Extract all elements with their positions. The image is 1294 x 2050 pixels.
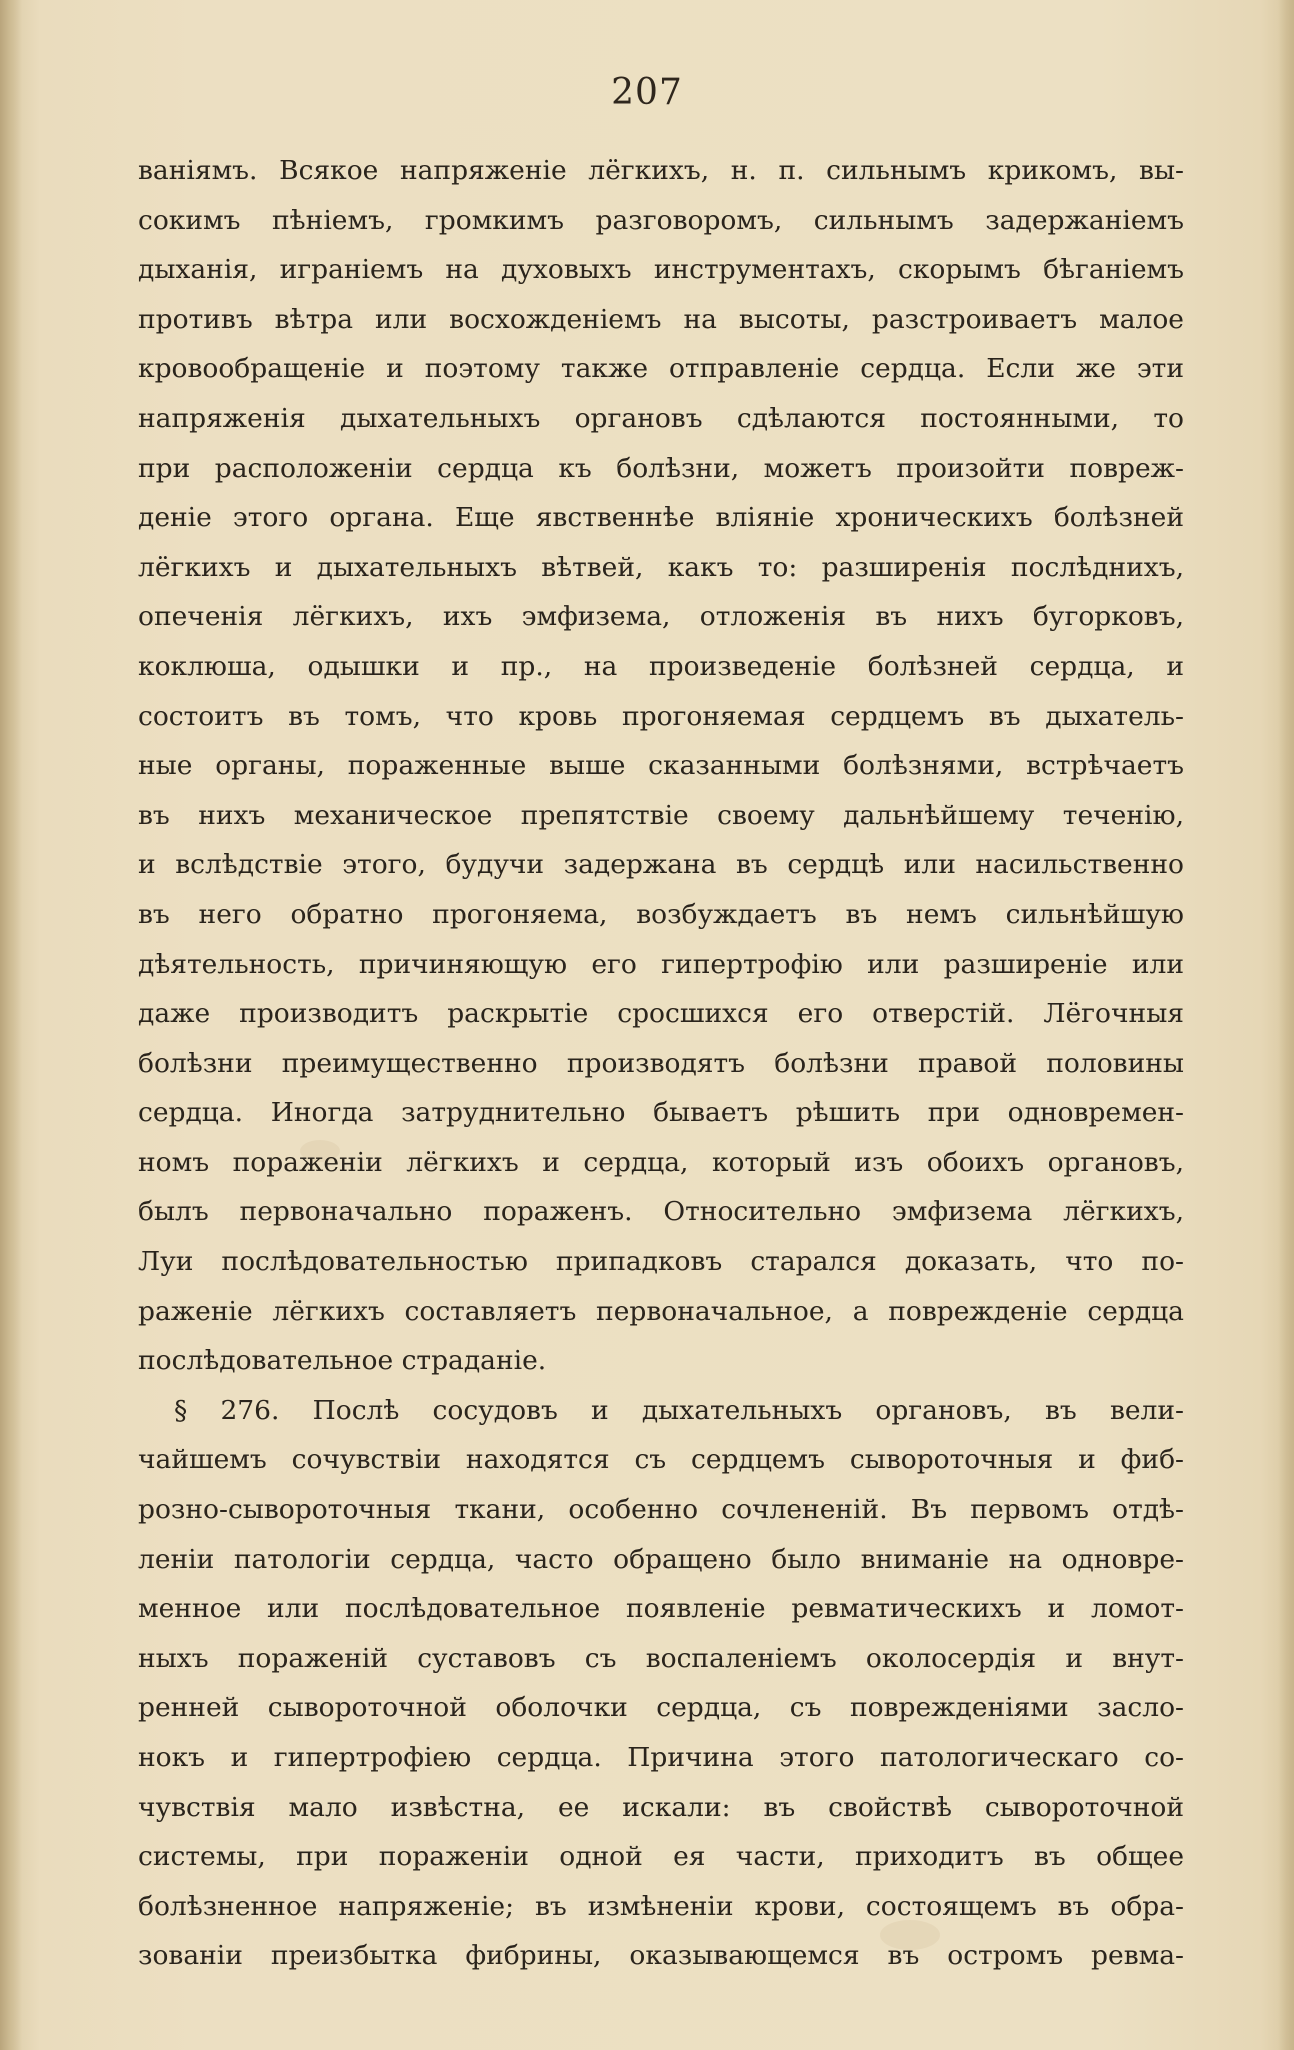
page-number: 207	[611, 72, 683, 113]
text-line: дыханія, играніемъ на духовыхъ инструментахъ, скорымъ бѣганіемъ	[138, 254, 1184, 286]
text-line: и вслѣдствіе этого, будучи задержана въ сердцѣ или насильственно	[138, 849, 1184, 881]
text-line: болѣзненное напряженіе; въ измѣненіи крови, состоящемъ въ обра-	[138, 1890, 1184, 1922]
text-line: чайшемъ сочувствіи находятся съ сердцемъ сывороточныя и фиб-	[138, 1444, 1184, 1476]
text-line: ваніямъ. Всякое напряженіе лёгкихъ, н. п. сильнымъ крикомъ, вы-	[138, 155, 1184, 186]
text-line: сокимъ пѣніемъ, громкимъ разговоромъ, сильнымъ задержаніемъ	[138, 204, 1184, 236]
text-line: менное или послѣдовательное появленіе ревматическихъ и ломот-	[138, 1593, 1184, 1625]
text-line: зованіи преизбытка фибрины, оказывающемся въ остромъ ревма-	[138, 1940, 1184, 1972]
text-line: болѣзни преимущественно производятъ болѣзни правой половины	[138, 1047, 1184, 1079]
text-line: при расположеніи сердца къ болѣзни, можетъ произойти повреж-	[138, 452, 1184, 484]
text-line: сердца. Иногда затруднительно бываетъ рѣшить при одновремен-	[138, 1097, 1184, 1129]
text-line: опеченія лёгкихъ, ихъ эмфизема, отложенія въ нихъ бугорковъ,	[138, 601, 1184, 633]
text-line: лёгкихъ и дыхательныхъ вѣтвей, какъ то: разширенія послѣднихъ,	[138, 551, 1184, 583]
text-line: раженіе лёгкихъ составляетъ первоначальное, а поврежденіе сердца	[138, 1295, 1184, 1327]
text-line: состоитъ въ томъ, что кровь прогоняемая сердцемъ въ дыхатель-	[138, 700, 1184, 732]
text-line: кровообращеніе и поэтому также отправленіе сердца. Если же эти	[138, 353, 1184, 385]
body-text	[138, 146, 1184, 1981]
page-edge-right	[1278, 0, 1294, 2050]
text-line: Луи послѣдовательностью припадковъ старался доказать, что по-	[138, 1246, 1184, 1278]
text-line: деніе этого органа. Еще явственнѣе вліяніе хроническихъ болѣзней	[138, 502, 1184, 534]
text-line: напряженія дыхательныхъ органовъ сдѣлаются постоянными, то	[138, 402, 1184, 434]
text-line: ные органы, пораженные выше сказанными болѣзнями, встрѣчаетъ	[138, 750, 1184, 782]
text-line-paragraph-end: послѣдовательное страданіе.	[138, 1345, 547, 1377]
text-line: въ него обратно прогоняема, возбуждаетъ въ немъ сильнѣйшую	[138, 898, 1184, 930]
text-line: чувствія мало извѣстна, ее искали: въ свойствѣ сывороточной	[138, 1791, 1184, 1823]
text-line: нокъ и гипертрофіею сердца. Причина этого патологическаго со-	[138, 1742, 1184, 1773]
text-line: леніи патологіи сердца, часто обращено было вниманіе на одновре-	[138, 1543, 1184, 1575]
text-line: системы, при пораженіи одной ея части, приходитъ въ общее	[138, 1841, 1184, 1873]
text-line: даже производитъ раскрытіе сросшихся его отверстій. Лёгочныя	[138, 998, 1184, 1030]
text-line: ныхъ пораженій суставовъ съ воспаленіемъ околосердія и внут-	[138, 1642, 1184, 1674]
text-line: розно-сывороточныя ткани, особенно сочлененій. Въ первомъ отдѣ-	[138, 1494, 1184, 1526]
page-edge-left	[0, 0, 22, 2050]
text-line: въ нихъ механическое препятствіе своему дальнѣйшему теченію,	[138, 799, 1184, 831]
text-line: былъ первоначально пораженъ. Относительно эмфизема лёгкихъ,	[138, 1196, 1184, 1228]
text-line: дѣятельность, причиняющую его гипертрофію или разширеніе или	[138, 948, 1184, 980]
text-line-section-start: § 276. Послѣ сосудовъ и дыхательныхъ органовъ, въ вели-	[174, 1394, 1184, 1426]
text-line: ренней сывороточной оболочки сердца, съ поврежденіями засло-	[138, 1692, 1184, 1724]
text-line: противъ вѣтра или восхожденіемъ на высоты, разстроиваетъ малое	[138, 303, 1184, 335]
text-line: номъ пораженіи лёгкихъ и сердца, который изъ обоихъ органовъ,	[138, 1146, 1184, 1178]
text-line: коклюша, одышки и пр., на произведеніе болѣзней сердца, и	[138, 650, 1184, 682]
